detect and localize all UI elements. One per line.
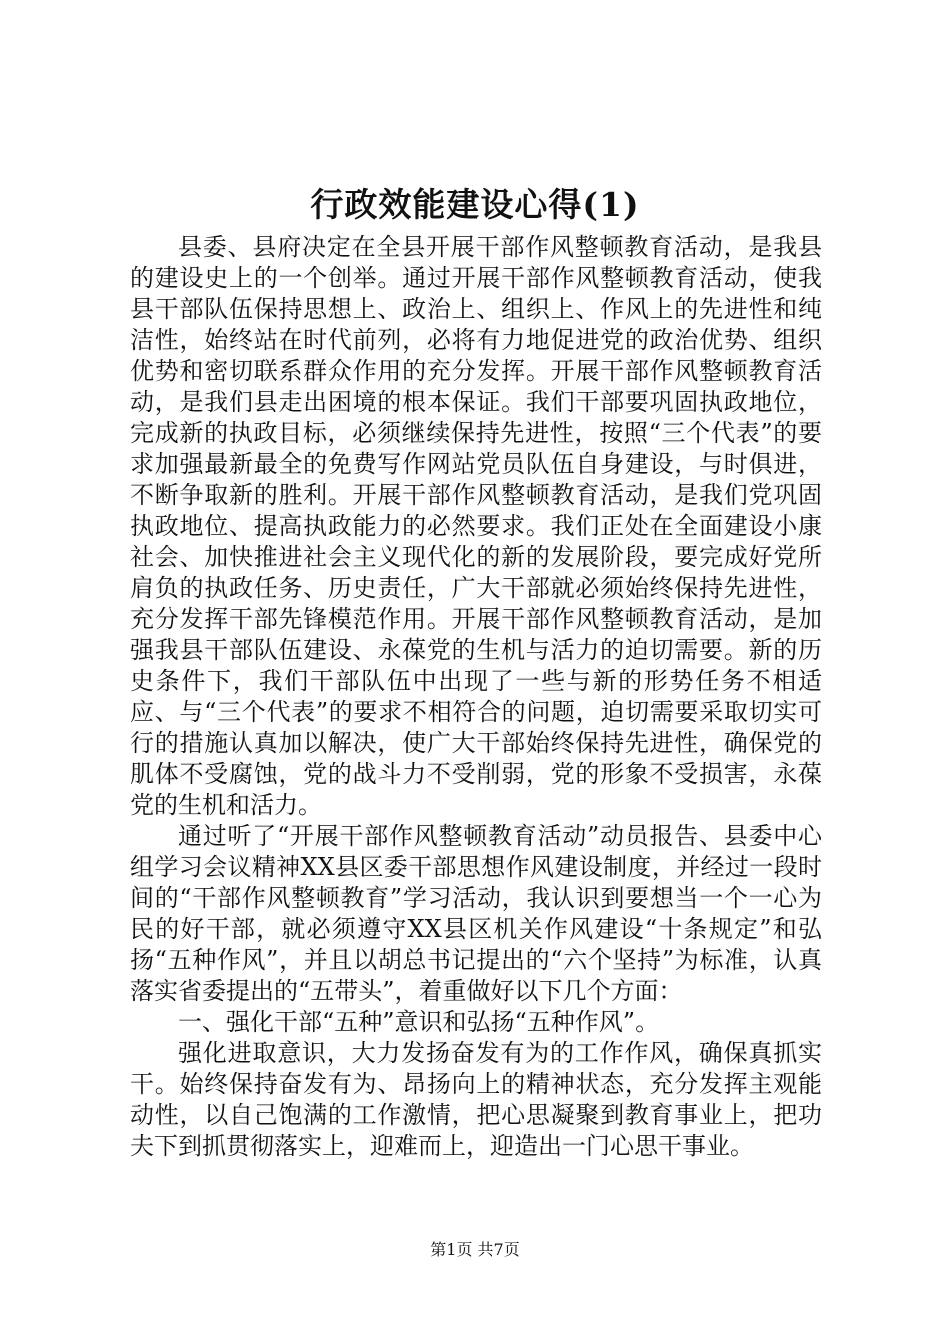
document-body — [130, 232, 822, 1162]
paragraph-2: 通过听了“开展干部作风整顿教育活动”动员报告、县委中心组学习会议精神XX县区委干部思想作风建设制度，并经过一段时间的“干部作风整顿教育”学习活动，我认识到要想当一个一心为民的好干部，就必须遵守XX县区机关作风建设“十条规定”和弘扬“五种作风”，并且以胡总书记提出的“六个坚持”为标准，认真落实省委提出的“五带头”，着重做好以下几个方面： — [130, 822, 822, 1005]
paragraph-1: 县委、县府决定在全县开展干部作风整顿教育活动，是我县的建设史上的一个创举。通过开展干部作风整顿教育活动，使我县干部队伍保持思想上、政治上、组织上、作风上的先进性和纯洁性，始终站在时代前列，必将有力地促进党的政治优势、组织优势和密切联系群众作用的充分发挥。开展干部作风整顿教育活动，是我们县走出困境的根本保证。我们干部要巩固执政地位，完成新的执政目标，必须继续保持先进性，按照“三个代表”的要求加强最新最全的免费写作网站党员队伍自身建设，与时俱进，不断争取新的胜利。开展干部作风整顿教育活动，是我们党巩固执政地位、提高执政能力的必然要求。我们正处在全面建设小康社会、加快推进社会主义现代化的新的发展阶段，要完成好党所肩负的执政任务、历史责任，广大干部就必须始终保持先进性，充分发挥干部先锋模范作用。开展干部作风整顿教育活动，是加强我县干部队伍建设、永葆党的生机与活力的迫切需要。新的历史条件下，我们干部队伍中出现了一些与新的形势任务不相适应、与“三个代表”的要求不相符合的问题，迫切需要采取切实可行的措施认真加以解决，使广大干部始终保持先进性，确保党的肌体不受腐蚀，党的战斗力不受削弱，党的形象不受损害，永葆党的生机和活力。 — [130, 233, 822, 819]
page-number-footer: 第1页 共7页 — [430, 1240, 520, 1259]
paragraph-3: 强化进取意识，大力发扬奋发有为的工作作风，确保真抓实干。始终保持奋发有为、昂扬向上的精神状态，充分发挥主观能动性，以自己饱满的工作激情，把心思凝聚到教育事业上，把功夫下到抓贯彻落实上，迎难而上，迎造出一门心思干事业。 — [130, 1039, 822, 1160]
document-title: 行政效能建设心得(1) — [310, 185, 640, 224]
section-heading-1: 一、强化干部“五种”意识和弘扬“五种作风”。 — [178, 1008, 660, 1036]
